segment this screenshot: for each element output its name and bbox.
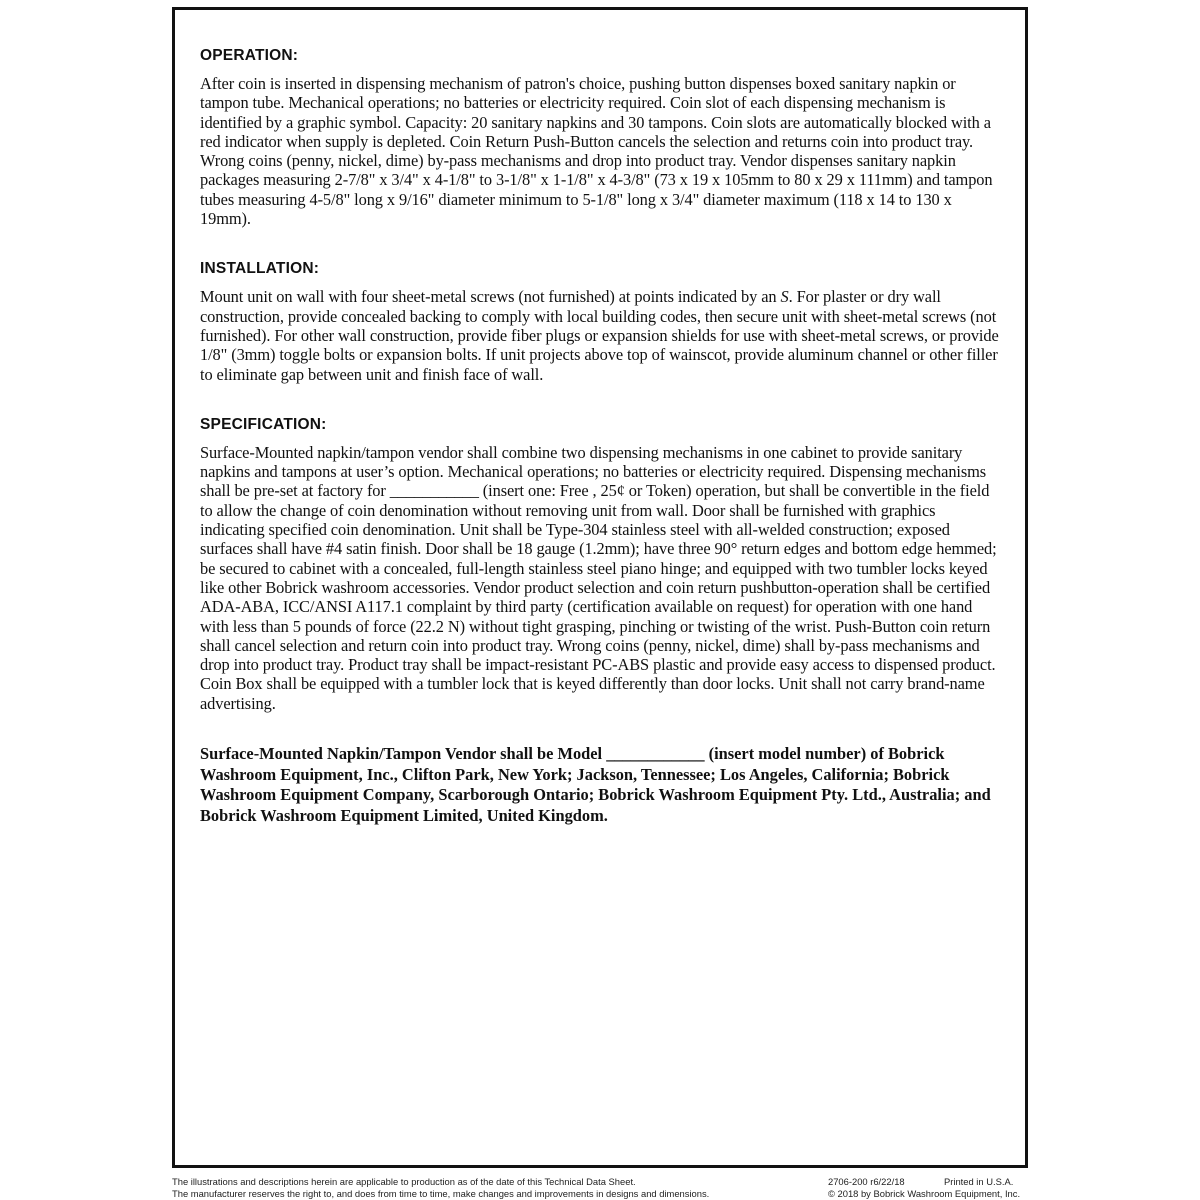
- footer-doc-number: 2706-200 r6/22/18: [828, 1176, 905, 1187]
- footer-printed: Printed in U.S.A.: [944, 1176, 1014, 1187]
- footer-disclaimer-line1: The illustrations and descriptions herein are applicable to production as of the date of this Technical Data Sheet.: [172, 1176, 636, 1187]
- footer-copyright: © 2018 by Bobrick Washroom Equipment, Inc.: [828, 1188, 1021, 1199]
- installation-text: [200, 287, 1000, 383]
- installation-heading: INSTALLATION:: [200, 260, 320, 278]
- specification-heading: SPECIFICATION:: [200, 415, 327, 433]
- footer-disclaimer-line2: The manufacturer reserves the right to, and does from time to time, make changes and improvements in designs and dimensions.: [172, 1188, 710, 1199]
- specification-text: Surface-Mounted napkin/tampon vendor shall combine two dispensing mechanisms in one cabinet to provide sanitary napkins and tampons at user’s option. Mechanical operations; no batteries or electricity required. Dispensing mechanisms shall be pre-set at factory for ___________ (insert one: Free , 25¢ or Token) operation, but shall be convertible in the field to allow the change of coin denomination without removing unit from wall. Door shall be furnished with graphics indicating specified coin denomination. Unit shall be Type-304 stainless steel with all-welded construction; exposed surfaces shall have #4 satin finish. Door shall be 18 gauge (1.2mm); have three 90° return edges and bottom edge hemmed; be secured to cabinet with a concealed, full-length stainless steel piano hinge; and equipped with two tumbler locks keyed like other Bobrick washroom accessories. Vendor product selection and coin return pushbutton-operation shall be certified ADA-ABA, ICC/ANSI A117.1 complaint by third party (certification available on request) for operation with one hand with less than 5 pounds of force (22.2 N) without tight grasping, pinching or twisting of the wrist. Push-Button coin return shall cancel selection and return coin into product tray. Wrong coins (penny, nickel, dime) shall by-pass mechanisms and drop into product tray. Product tray shall be impact-resistant PC-ABS plastic and provide easy access to dispensed product. Coin Box shall be equipped with a tumbler lock that is keyed differently than door locks. Unit shall not carry brand-name advertising.: [200, 442, 997, 713]
- operation-text: After coin is inserted in dispensing mechanism of patron's choice, pushing button dispenses boxed sanitary napkin or tampon tube. Mechanical operations; no batteries or electricity required. Coin slot of each dispensing mechanism is identified by a graphic symbol. Capacity: 20 sanitary napkins and 30 tampons. Coin slots are automatically blocked with a red indicator when supply is depleted. Coin Return Push-Button cancels the selection and returns coin into product tray. Wrong coins (penny, nickel, dime) by-pass mechanisms and drop into product tray. Vendor dispenses sanitary napkin packages measuring 2-7/8" x 3/4" x 4-1/8" to 3-1/8" x 1-1/8" x 4-3/8" (73 x 19 x 105mm to 80 x 29 x 111mm) and tampon tubes measuring 4-5/8" long x 9/16" diameter minimum to 5-1/8" long x 3/4" diameter maximum (118 x 14 to 130 x 19mm).: [200, 74, 993, 229]
- installation-text-part2: . For plaster or dry wall construction, provide concealed backing to comply with local building codes, then secure unit with sheet-metal screws (not furnished). For other wall construction, provide fiber plugs or expansion shields for use with sheet-metal screws, or provide 1/8" (3mm) toggle bolts or expansion bolts. If unit projects above top of wainscot, provide aluminum channel or other filler to eliminate gap between unit and finish face of wall.: [200, 287, 999, 384]
- installation-text-italic: S: [780, 287, 789, 307]
- operation-heading: OPERATION:: [200, 47, 299, 64]
- footer-disclaimer: [172, 1176, 709, 1200]
- document-body: [200, 46, 1000, 826]
- model-statement: Surface-Mounted Napkin/Tampon Vendor shall be Model ____________ (insert model number) of Bobrick Washroom Equipment, Inc., Clifton Park, New York; Jackson, Tennessee; Los Angeles, California; Bobrick Washroom Equipment Company, Scarborough Ontario; Bobrick Washroom Equipment Pty. Ltd., Australia; and Bobrick Washroom Equipment Limited, United Kingdom.: [200, 744, 991, 825]
- installation-text-part1: Mount unit on wall with four sheet-metal screws (not furnished) at points indicated by an: [200, 287, 781, 307]
